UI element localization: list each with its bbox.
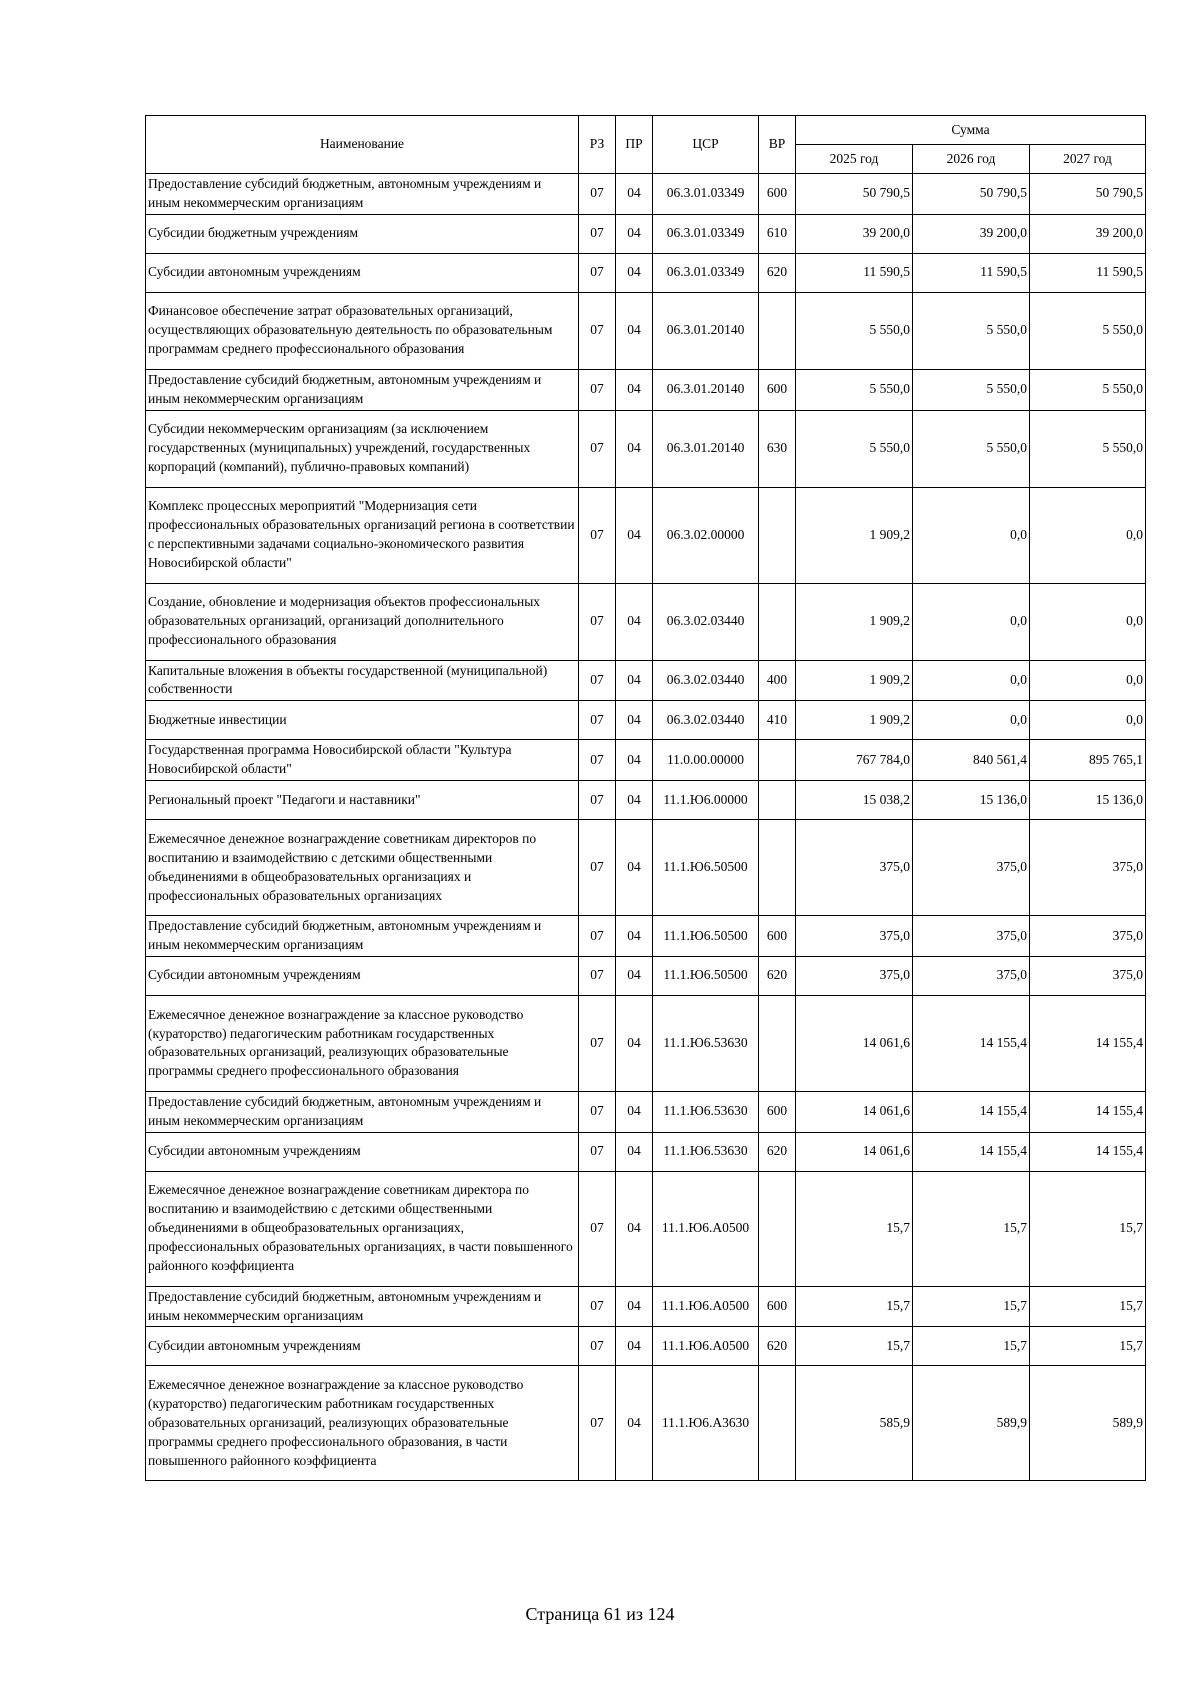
table-row: [146, 1327, 1146, 1366]
row-amount-2025: 14 061,6: [796, 1091, 913, 1132]
row-amount-2025: 5 550,0: [796, 410, 913, 487]
row-amount-2027: 375,0: [1030, 820, 1146, 916]
row-name: Ежемесячное денежное вознаграждение советникам директоров по воспитанию и взаимодействию с детскими общественными объединениями в общеобразовательных организациях и профессиональных образовательных организациях: [146, 820, 579, 916]
row-vr: 620: [759, 1132, 796, 1171]
row-rz: 07: [579, 820, 616, 916]
row-name: Государственная программа Новосибирской области "Культура Новосибирской области": [146, 740, 579, 781]
table-row: [146, 740, 1146, 781]
row-name: Предоставление субсидий бюджетным, автономным учреждениям и иным некоммерческим организациям: [146, 1286, 579, 1327]
row-rz: 07: [579, 410, 616, 487]
row-csr: 06.3.02.03440: [653, 583, 759, 660]
table-row: [146, 410, 1146, 487]
row-vr: 600: [759, 369, 796, 410]
row-amount-2025: 375,0: [796, 916, 913, 957]
row-vr: 600: [759, 174, 796, 215]
row-amount-2026: 5 550,0: [913, 292, 1030, 369]
row-csr: 11.1.Ю6.00000: [653, 781, 759, 820]
row-amount-2027: 375,0: [1030, 916, 1146, 957]
row-csr: 06.3.01.20140: [653, 410, 759, 487]
page-number: Страница 61 из 124: [525, 1604, 675, 1624]
row-csr: 11.1.Ю6.50500: [653, 916, 759, 957]
row-rz: 07: [579, 583, 616, 660]
row-amount-2025: 15,7: [796, 1171, 913, 1286]
row-csr: 06.3.02.00000: [653, 487, 759, 583]
row-amount-2027: 5 550,0: [1030, 369, 1146, 410]
row-pr: 04: [616, 1171, 653, 1286]
row-amount-2026: 840 561,4: [913, 740, 1030, 781]
row-amount-2027: 11 590,5: [1030, 253, 1146, 292]
row-rz: 07: [579, 214, 616, 253]
row-pr: 04: [616, 253, 653, 292]
row-csr: 11.1.Ю6.А0500: [653, 1171, 759, 1286]
row-pr: 04: [616, 1327, 653, 1366]
row-amount-2027: 39 200,0: [1030, 214, 1146, 253]
row-pr: 04: [616, 1132, 653, 1171]
row-rz: 07: [579, 781, 616, 820]
row-vr: [759, 781, 796, 820]
row-amount-2026: 375,0: [913, 820, 1030, 916]
row-name: Предоставление субсидий бюджетным, автономным учреждениям и иным некоммерческим организациям: [146, 916, 579, 957]
row-amount-2026: 589,9: [913, 1366, 1030, 1481]
row-pr: 04: [616, 740, 653, 781]
row-rz: 07: [579, 292, 616, 369]
row-amount-2025: 50 790,5: [796, 174, 913, 215]
row-pr: 04: [616, 660, 653, 701]
row-amount-2027: 5 550,0: [1030, 410, 1146, 487]
table-row: [146, 1286, 1146, 1327]
row-vr: [759, 292, 796, 369]
row-amount-2026: 11 590,5: [913, 253, 1030, 292]
row-name: Предоставление субсидий бюджетным, автономным учреждениям и иным некоммерческим организациям: [146, 1091, 579, 1132]
row-rz: 07: [579, 487, 616, 583]
row-rz: 07: [579, 660, 616, 701]
row-amount-2025: 14 061,6: [796, 1132, 913, 1171]
row-csr: 11.1.Ю6.53630: [653, 995, 759, 1091]
table-row: [146, 292, 1146, 369]
row-amount-2026: 14 155,4: [913, 995, 1030, 1091]
row-amount-2025: 15,7: [796, 1286, 913, 1327]
row-pr: 04: [616, 820, 653, 916]
table-row: [146, 487, 1146, 583]
row-pr: 04: [616, 701, 653, 740]
row-csr: 11.1.Ю6.53630: [653, 1132, 759, 1171]
row-pr: 04: [616, 410, 653, 487]
table-row: [146, 253, 1146, 292]
row-rz: 07: [579, 253, 616, 292]
row-name: Создание, обновление и модернизация объектов профессиональных образовательных организаций, организаций дополнительного профессионального образования: [146, 583, 579, 660]
row-vr: [759, 1366, 796, 1481]
table-row: [146, 583, 1146, 660]
header-vr: ВР: [759, 116, 796, 174]
row-csr: 06.3.01.03349: [653, 174, 759, 215]
row-amount-2025: 1 909,2: [796, 660, 913, 701]
row-csr: 11.1.Ю6.А3630: [653, 1366, 759, 1481]
row-amount-2025: 1 909,2: [796, 487, 913, 583]
row-pr: 04: [616, 916, 653, 957]
table-header: [146, 116, 1146, 174]
row-vr: 610: [759, 214, 796, 253]
table-row: [146, 1366, 1146, 1481]
row-pr: 04: [616, 956, 653, 995]
table-row: [146, 1091, 1146, 1132]
row-vr: 400: [759, 660, 796, 701]
row-pr: 04: [616, 583, 653, 660]
row-amount-2027: 15,7: [1030, 1171, 1146, 1286]
row-name: Ежемесячное денежное вознаграждение за классное руководство (кураторство) педагогическим работникам государственных образовательных организаций, реализующих образовательные программы среднего профессионального образования, в части повышенного районного коэффициента: [146, 1366, 579, 1481]
row-amount-2026: 375,0: [913, 956, 1030, 995]
row-vr: [759, 583, 796, 660]
row-amount-2027: 14 155,4: [1030, 1091, 1146, 1132]
row-pr: 04: [616, 487, 653, 583]
row-csr: 06.3.02.03440: [653, 660, 759, 701]
row-name: Предоставление субсидий бюджетным, автономным учреждениям и иным некоммерческим организациям: [146, 369, 579, 410]
table-body: [146, 174, 1146, 1481]
row-amount-2025: 15 038,2: [796, 781, 913, 820]
row-name: Капитальные вложения в объекты государственной (муниципальной) собственности: [146, 660, 579, 701]
row-name: Ежемесячное денежное вознаграждение за классное руководство (кураторство) педагогическим работникам государственных образовательных организаций, реализующих образовательные программы среднего профессионального образования: [146, 995, 579, 1091]
row-pr: 04: [616, 174, 653, 215]
row-amount-2025: 375,0: [796, 956, 913, 995]
header-sum: Сумма: [796, 116, 1146, 145]
row-amount-2027: 14 155,4: [1030, 995, 1146, 1091]
row-rz: 07: [579, 740, 616, 781]
table-row: [146, 701, 1146, 740]
table-row: [146, 995, 1146, 1091]
row-rz: 07: [579, 995, 616, 1091]
row-amount-2026: 0,0: [913, 660, 1030, 701]
row-rz: 07: [579, 956, 616, 995]
row-vr: 600: [759, 916, 796, 957]
row-amount-2025: 1 909,2: [796, 701, 913, 740]
row-name: Субсидии некоммерческим организациям (за исключением государственных (муниципальных) учреждений, государственных корпораций (компаний), публично-правовых компаний): [146, 410, 579, 487]
row-amount-2027: 0,0: [1030, 583, 1146, 660]
row-name: Бюджетные инвестиции: [146, 701, 579, 740]
row-amount-2027: 0,0: [1030, 660, 1146, 701]
row-vr: 410: [759, 701, 796, 740]
row-amount-2027: 589,9: [1030, 1366, 1146, 1481]
row-vr: 600: [759, 1286, 796, 1327]
row-amount-2026: 50 790,5: [913, 174, 1030, 215]
row-amount-2026: 39 200,0: [913, 214, 1030, 253]
row-rz: 07: [579, 701, 616, 740]
row-amount-2025: 14 061,6: [796, 995, 913, 1091]
header-rz: РЗ: [579, 116, 616, 174]
row-rz: 07: [579, 1327, 616, 1366]
row-amount-2026: 14 155,4: [913, 1091, 1030, 1132]
row-pr: 04: [616, 292, 653, 369]
row-amount-2026: 15,7: [913, 1171, 1030, 1286]
row-csr: 06.3.01.20140: [653, 369, 759, 410]
row-rz: 07: [579, 916, 616, 957]
row-csr: 06.3.02.03440: [653, 701, 759, 740]
header-csr: ЦСР: [653, 116, 759, 174]
row-csr: 11.1.Ю6.50500: [653, 820, 759, 916]
row-amount-2026: 0,0: [913, 583, 1030, 660]
row-amount-2026: 0,0: [913, 487, 1030, 583]
row-csr: 11.1.Ю6.53630: [653, 1091, 759, 1132]
row-pr: 04: [616, 1091, 653, 1132]
row-amount-2026: 375,0: [913, 916, 1030, 957]
row-amount-2027: 0,0: [1030, 701, 1146, 740]
table-row: [146, 781, 1146, 820]
row-vr: 630: [759, 410, 796, 487]
row-csr: 06.3.01.20140: [653, 292, 759, 369]
row-pr: 04: [616, 214, 653, 253]
row-amount-2025: 15,7: [796, 1327, 913, 1366]
row-amount-2026: 5 550,0: [913, 369, 1030, 410]
budget-table: [145, 115, 1146, 1481]
row-amount-2027: 14 155,4: [1030, 1132, 1146, 1171]
row-amount-2026: 15,7: [913, 1286, 1030, 1327]
row-vr: 620: [759, 253, 796, 292]
table-row: [146, 369, 1146, 410]
row-amount-2027: 375,0: [1030, 956, 1146, 995]
row-vr: [759, 740, 796, 781]
row-name: Субсидии автономным учреждениям: [146, 1132, 579, 1171]
row-csr: 06.3.01.03349: [653, 253, 759, 292]
row-amount-2025: 585,9: [796, 1366, 913, 1481]
table-row: [146, 660, 1146, 701]
row-pr: 04: [616, 781, 653, 820]
row-csr: 11.1.Ю6.А0500: [653, 1286, 759, 1327]
row-amount-2027: 895 765,1: [1030, 740, 1146, 781]
row-amount-2027: 15,7: [1030, 1327, 1146, 1366]
row-csr: 11.0.00.00000: [653, 740, 759, 781]
row-amount-2027: 15,7: [1030, 1286, 1146, 1327]
header-year-2025: 2025 год: [796, 145, 913, 174]
table-row: [146, 916, 1146, 957]
row-rz: 07: [579, 1091, 616, 1132]
row-rz: 07: [579, 1286, 616, 1327]
row-amount-2026: 15 136,0: [913, 781, 1030, 820]
row-pr: 04: [616, 369, 653, 410]
row-pr: 04: [616, 1286, 653, 1327]
row-name: Субсидии автономным учреждениям: [146, 1327, 579, 1366]
table-row: [146, 1132, 1146, 1171]
row-amount-2026: 0,0: [913, 701, 1030, 740]
row-rz: 07: [579, 174, 616, 215]
row-amount-2025: 5 550,0: [796, 369, 913, 410]
row-amount-2025: 11 590,5: [796, 253, 913, 292]
table-row: [146, 174, 1146, 215]
row-amount-2027: 0,0: [1030, 487, 1146, 583]
row-rz: 07: [579, 369, 616, 410]
row-name: Региональный проект "Педагоги и наставники": [146, 781, 579, 820]
row-pr: 04: [616, 1366, 653, 1481]
row-vr: [759, 995, 796, 1091]
row-name: Финансовое обеспечение затрат образовательных организаций, осуществляющих образовательную деятельность по образовательным программам среднего профессионального образования: [146, 292, 579, 369]
row-rz: 07: [579, 1366, 616, 1481]
row-amount-2026: 14 155,4: [913, 1132, 1030, 1171]
row-amount-2025: 1 909,2: [796, 583, 913, 660]
row-name: Субсидии автономным учреждениям: [146, 956, 579, 995]
row-name: Предоставление субсидий бюджетным, автономным учреждениям и иным некоммерческим организациям: [146, 174, 579, 215]
row-csr: 11.1.Ю6.50500: [653, 956, 759, 995]
row-name: Субсидии автономным учреждениям: [146, 253, 579, 292]
row-amount-2025: 5 550,0: [796, 292, 913, 369]
table-row: [146, 956, 1146, 995]
row-amount-2026: 5 550,0: [913, 410, 1030, 487]
table-row: [146, 1171, 1146, 1286]
row-amount-2026: 15,7: [913, 1327, 1030, 1366]
header-year-2027: 2027 год: [1030, 145, 1146, 174]
table-row: [146, 820, 1146, 916]
row-vr: [759, 1171, 796, 1286]
row-name: Комплекс процессных мероприятий "Модернизация сети профессиональных образовательных организаций региона в соответствии с перспективными задачами социально-экономического развития Новосибирской области": [146, 487, 579, 583]
row-vr: 600: [759, 1091, 796, 1132]
row-rz: 07: [579, 1171, 616, 1286]
row-csr: 11.1.Ю6.А0500: [653, 1327, 759, 1366]
row-vr: 620: [759, 1327, 796, 1366]
table-row: [146, 214, 1146, 253]
row-name: Субсидии бюджетным учреждениям: [146, 214, 579, 253]
row-vr: [759, 487, 796, 583]
header-pr: ПР: [616, 116, 653, 174]
row-amount-2027: 50 790,5: [1030, 174, 1146, 215]
row-vr: 620: [759, 956, 796, 995]
row-pr: 04: [616, 995, 653, 1091]
row-amount-2025: 375,0: [796, 820, 913, 916]
row-amount-2025: 767 784,0: [796, 740, 913, 781]
header-year-2026: 2026 год: [913, 145, 1030, 174]
row-vr: [759, 820, 796, 916]
row-amount-2025: 39 200,0: [796, 214, 913, 253]
header-name: Наименование: [146, 116, 579, 174]
row-name: Ежемесячное денежное вознаграждение советникам директора по воспитанию и взаимодействию с детскими общественными объединениями в общеобразовательных организациях, профессиональных образовательных организациях, в части повышенного районного коэффициента: [146, 1171, 579, 1286]
row-amount-2027: 5 550,0: [1030, 292, 1146, 369]
row-csr: 06.3.01.03349: [653, 214, 759, 253]
row-amount-2027: 15 136,0: [1030, 781, 1146, 820]
row-rz: 07: [579, 1132, 616, 1171]
